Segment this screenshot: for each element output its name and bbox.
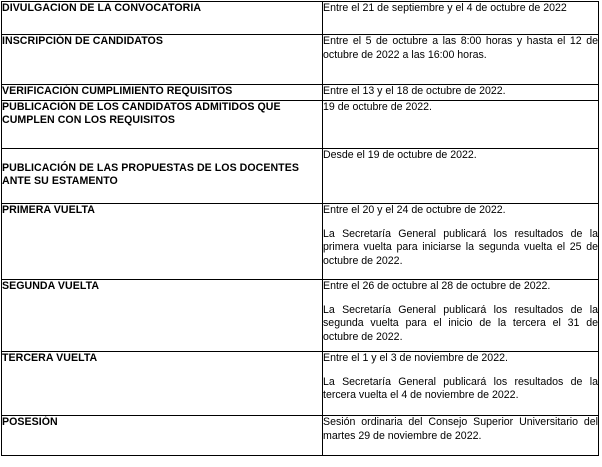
row-value: [323, 35, 599, 85]
value-line: Desde el 19 de octubre de 2022.: [323, 149, 477, 161]
value-line: La Secretaría General publicará los resultados de la primera vuelta para iniciarse la segunda vuelta el 25 de octubre de 2022.: [323, 227, 598, 267]
table-row: [2, 352, 599, 416]
value-line: Entre el 26 de octubre al 28 de octubre de 2022.: [323, 280, 551, 292]
row-value: [323, 149, 599, 204]
table-row: [2, 35, 599, 85]
value-line: Entre el 1 y el 3 de noviembre de 2022.: [323, 352, 508, 364]
row-label: TERCERA VUELTA: [2, 352, 323, 416]
value-line: Entre el 21 de septiembre y el 4 de octubre de 2022: [323, 2, 567, 14]
value-line: La Secretaría General publicará los resultados de la segunda vuelta para el inicio de la tercera el 31 de octubre de 2022.: [323, 303, 598, 343]
value-line: 19 de octubre de 2022.: [323, 101, 432, 113]
row-label: SEGUNDA VUELTA: [2, 280, 323, 352]
row-label: PRIMERA VUELTA: [2, 204, 323, 280]
row-value: [323, 85, 599, 101]
row-value: [323, 2, 599, 35]
row-value: [323, 352, 599, 416]
row-label-text: PUBLICACIÓN DE LAS PROPUESTAS DE LOS DOCENTES ANTE SU ESTAMENTO: [2, 162, 299, 187]
row-label: PUBLICACIÓN DE LOS CANDIDATOS ADMITIDOS QUE CUMPLEN CON LOS REQUISITOS: [2, 101, 323, 149]
value-line: La Secretaría General publicará los resultados de la tercera vuelta el 4 de noviembre de 2022.: [323, 375, 598, 401]
row-label: VERIFICACIÓN CUMPLIMIENTO REQUISITOS: [2, 85, 323, 101]
row-label: POSESIÓN: [2, 416, 323, 456]
table-row: [2, 280, 599, 352]
table-row: [2, 416, 599, 456]
value-line: Entre el 20 y el 24 de octubre de 2022.: [323, 204, 506, 216]
table-row: [2, 85, 599, 101]
row-value: [323, 416, 599, 456]
table-row: [2, 101, 599, 149]
table-row: [2, 149, 599, 204]
table-row: [2, 204, 599, 280]
row-value: [323, 101, 599, 149]
row-label: [2, 149, 323, 204]
row-label: DIVULGACION DE LA CONVOCATORIA: [2, 2, 323, 35]
value-line: Entre el 5 de octubre a las 8:00 horas y hasta el 12 de octubre de 2022 a las 16:00 horas.: [323, 35, 598, 61]
table-row: [2, 2, 599, 35]
schedule-table: [1, 1, 599, 456]
row-label: INSCRIPCIÓN DE CANDIDATOS: [2, 35, 323, 85]
row-value: [323, 280, 599, 352]
value-line: Sesión ordinaria del Consejo Superior Universitario del martes 29 de noviembre de 2022.: [323, 416, 598, 442]
value-line: Entre el 13 y el 18 de octubre de 2022.: [323, 85, 506, 97]
row-value: [323, 204, 599, 280]
